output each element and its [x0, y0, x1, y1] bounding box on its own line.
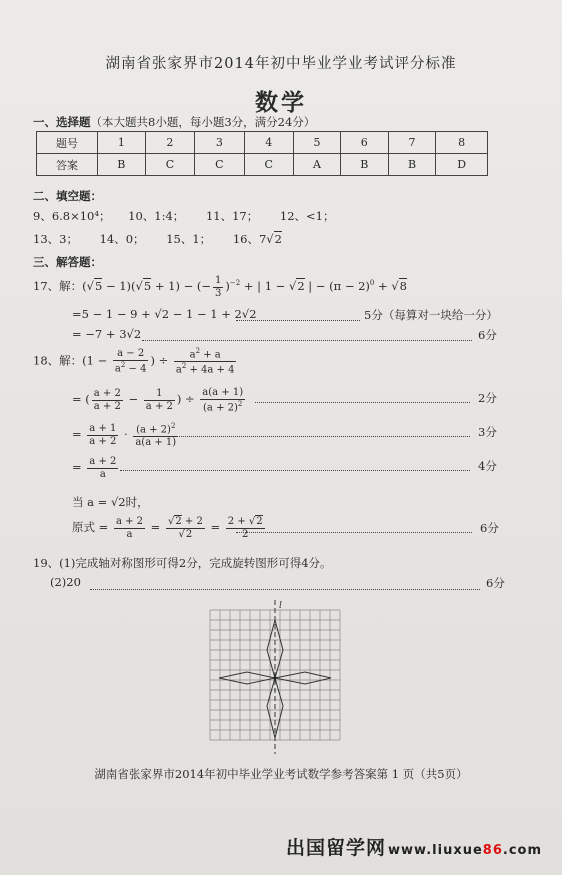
fill-answer-13: 13、3； — [33, 232, 78, 246]
row-label-answer: 答案 — [37, 154, 98, 176]
row-label-question: 题号 — [37, 132, 98, 154]
q18-condition: 当 a = √2时， — [72, 495, 149, 509]
watermark-cn: 出国留学网 — [286, 837, 387, 859]
leader-dots — [90, 589, 480, 590]
q18-score3: 4分 — [478, 459, 497, 473]
q18-step1: = ( $\frac{a + 2}{a + 2}$ − $\frac{1}{a + 2}$ ) ÷ $\frac{a(a + 1)}{(a + 2)^2}$ — [72, 387, 244, 413]
table-row-questions — [37, 132, 488, 154]
question-number: 5 — [293, 132, 340, 154]
axis-label: l — [279, 601, 282, 611]
q19-part2: (2)20 — [50, 575, 81, 589]
section1-heading — [33, 114, 315, 130]
question-number: 3 — [195, 132, 244, 154]
document-title: 湖南省张家界市2014年初中毕业学业考试评分标准 — [105, 56, 457, 72]
section2-heading: 二、填空题： — [33, 189, 102, 203]
leader-dots — [236, 532, 472, 533]
page-footer: 湖南省张家界市2014年初中毕业学业考试数学参考答案第 1 页（共5页） — [94, 767, 468, 781]
leader-dots — [120, 470, 470, 471]
q17-label: 17、解： — [33, 279, 83, 293]
q19-score: 6分 — [486, 576, 505, 590]
fill-answer-14: 14、0； — [99, 232, 145, 246]
question-number: 4 — [244, 132, 293, 154]
question-number: 6 — [340, 132, 388, 154]
leader-dots — [255, 402, 470, 403]
fill-answer-10: 10、1:4； — [128, 209, 185, 223]
q18-step2: = $\frac{a + 1}{a + 2}$ · $\frac{(a + 2)^2}{a(a + 1)}$ — [72, 422, 177, 448]
question-number: 7 — [388, 132, 436, 154]
answer-cell: B — [98, 154, 146, 176]
q17-score2: 6分 — [478, 328, 497, 342]
section1-note: （本大题共8小题，每小题3分，满分24分） — [90, 115, 316, 129]
watermark-site-b: 86 — [482, 843, 503, 858]
answer-cell: C — [244, 154, 293, 176]
q18-problem: 18、解：(1 − $\frac{a - 2}{a^2 - 4}$ ) ÷ $\frac{a^2 + a}{a^2 + 4a + 4}$ — [33, 347, 235, 376]
q17-step2: = −7 + 3√2 — [72, 327, 142, 341]
q17-score1: 5分（每算对一块给一分） — [364, 308, 498, 322]
answer-cell: D — [436, 154, 488, 176]
answer-cell: A — [293, 154, 340, 176]
q18-step3: = $\frac{a + 2}{a}$ — [72, 456, 117, 480]
subject-heading: 数学 — [255, 89, 307, 116]
q18-score2: 3分 — [478, 425, 497, 439]
fill-answer-9: 9、6.8×10⁴； — [33, 209, 111, 223]
leader-dots — [142, 340, 472, 341]
answer-cell: C — [195, 154, 244, 176]
center-point — [273, 676, 276, 679]
right-petal — [275, 672, 331, 684]
q18-score4: 6分 — [480, 521, 499, 535]
q18-label: 18、解： — [33, 353, 83, 368]
answer-cell: B — [388, 154, 436, 176]
answer-cell: C — [145, 154, 194, 176]
section1-title: 一、选择题 — [33, 115, 91, 129]
question-number: 8 — [436, 132, 488, 154]
table-row-answers — [37, 154, 488, 176]
left-petal — [219, 672, 275, 684]
leader-dots — [236, 320, 360, 321]
watermark-site-c: .com — [502, 843, 542, 858]
fill-blank-line-2 — [33, 231, 282, 247]
fill-answer-15: 15、1； — [166, 232, 212, 246]
q18-orig-label: 原式 = — [72, 520, 109, 534]
choice-answer-table — [36, 131, 488, 176]
q17-step1: =5 − 1 − 9 + √2 − 1 − 1 + 2√2 — [72, 307, 257, 321]
fill-answer-12: 12、<1； — [279, 209, 335, 223]
watermark-site-a: www.liuxue — [388, 843, 483, 858]
section3-heading: 三、解答题： — [33, 255, 102, 269]
q18-final: 原式 = $\frac{a + 2}{a}$ = $\frac{√2 + 2}{√2}$ = $\frac{2 + √2}{2}$ — [72, 516, 263, 540]
question-number: 1 — [98, 132, 146, 154]
watermark — [286, 833, 542, 860]
fill-answer-11: 11、17； — [205, 209, 259, 223]
fill-blank-line-1 — [33, 208, 334, 224]
q19-part1: 19、(1)完成轴对称图形可得2分，完成旋转图形可得4分。 — [33, 556, 332, 570]
fill-answer-16: 16、7√2 — [232, 232, 282, 246]
q18-score1: 2分 — [478, 391, 497, 405]
answer-cell: B — [340, 154, 388, 176]
q17-problem: 17、解：(√5 − 1)(√5 + 1) − (− $\frac{1}{3}$ )$^{-2}$ + | 1 − √2 | − $(\pi - 2)^0 + √8$ — [33, 275, 407, 299]
question-number: 2 — [145, 132, 194, 154]
q19-grid-figure — [205, 598, 345, 758]
leader-dots — [176, 436, 470, 437]
